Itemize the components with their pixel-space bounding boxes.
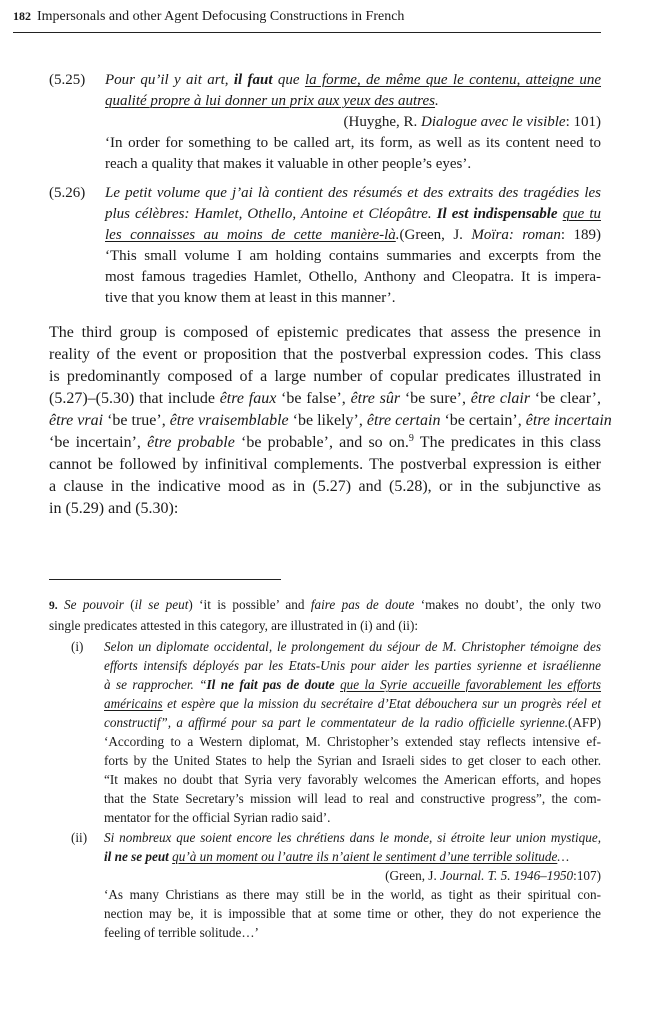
sub-translation: mentator for the official Syrian radio said’.	[104, 810, 331, 825]
example-5-26	[49, 183, 601, 309]
sub-french-line: efforts intensifs déployés par les Etats-Unis pour aider les parties syrienne et israélienne	[104, 658, 601, 673]
sub-french-line: il ne se peut qu’à un moment ou l’autre ils n’aient le sentiment d’une terrible solitude…	[104, 849, 570, 864]
example-translation: tive that you know them at least in this manner’.	[105, 290, 396, 306]
complement-clause: américains	[104, 696, 163, 711]
sub-translation: ‘According to a Western diplomat, M. Christopher’s extended stay reflects intensive ef-	[104, 734, 601, 749]
example-translation: ‘In order for something to be called art, its form, as well as its content need to	[105, 135, 601, 151]
sub-example-label: (i)	[71, 639, 84, 654]
impersonal-predicate: Il ne fait pas de doute	[206, 677, 335, 692]
complement-clause: les connaisses au moins de cette manière-là	[105, 227, 396, 243]
paragraph-line: (5.27)–(5.30) that include être faux ‘be false’, être sûr ‘be sure’, être clair ‘be clear’,	[49, 390, 602, 407]
running-header	[13, 6, 601, 27]
complement-clause: la forme, de même que le contenu, atteigne une	[304, 72, 602, 88]
sub-translation: feeling of terrible solitude…’	[104, 925, 259, 940]
french-text: Le petit volume que j’ai là contient des résumés et des extraits des tragédies les	[105, 185, 601, 201]
running-title: Impersonals and other Agent Defocusing Constructions in French	[37, 9, 405, 24]
page-number: 182	[13, 9, 31, 23]
paragraph-line: is predominantly composed of a large number of copular predicates illustrated in	[49, 368, 601, 385]
complement-clause: que tu	[562, 206, 601, 222]
impersonal-predicate: il faut	[233, 72, 273, 88]
french-text: .	[434, 93, 439, 109]
example-number: (5.26)	[49, 185, 86, 201]
example-source	[400, 227, 601, 243]
source-page: : 189)	[560, 227, 601, 243]
footnote-example-i	[71, 637, 601, 827]
body-paragraph	[49, 322, 612, 520]
footnote-example-ii	[71, 828, 601, 942]
sub-translation: “It makes no doubt that Syria very favorably welcomes the American efforts, and hopes	[104, 772, 601, 787]
paragraph-line: in (5.29) and (5.30):	[49, 500, 179, 517]
example-french-line	[105, 183, 601, 204]
footnote-line: 9. Se pouvoir (il se peut) ‘it is possible’ and faire pas de doute ‘makes no doubt’, the only two	[49, 597, 601, 612]
example-translation: most famous tragedies Hamlet, Othello, Anthony and Cleopatra. It is impera-	[105, 269, 601, 285]
footnote-9	[49, 595, 601, 635]
example-source	[105, 112, 601, 133]
example-number: (5.25)	[49, 72, 86, 88]
example-5-25	[49, 70, 601, 175]
example-french-line	[105, 91, 601, 112]
source-page: : 101)	[565, 114, 601, 130]
impersonal-predicate: Il est indispensable	[436, 206, 558, 222]
footnote-number: 9.	[49, 600, 58, 612]
impersonal-predicate: il ne se peut	[104, 849, 169, 864]
footnote-reference[interactable]: 9	[408, 433, 414, 444]
paragraph-line: a clause in the indicative mood as in (5.27) and (5.28), or in the subjunctive as	[49, 478, 601, 495]
sub-source: (Green, J. Journal. T. 5. 1946–1950:107)	[385, 868, 601, 883]
source-author: (Huyghe, R.	[343, 114, 422, 130]
footnote-line: single predicates attested in this category, are illustrated in (i) and (ii):	[49, 618, 418, 633]
source-title: Dialogue avec le visible	[421, 114, 566, 130]
complement-clause: que la Syrie accueille favorablement les efforts	[340, 677, 602, 692]
example-translation: reach a quality that makes it valuable in other people’s eyes’.	[105, 156, 472, 172]
example-translation: ‘This small volume I am holding contains summaries and excerpts from the	[105, 248, 601, 264]
sub-french-line: Si nombreux que soient encore les chrétiens dans le monde, si étroite leur union mystique,	[104, 830, 601, 845]
sub-source: (AFP)	[568, 715, 601, 730]
sub-french-line: Selon un diplomate occidental, le prolongement du séjour de M. Christopher témoigne des	[104, 639, 601, 654]
source-title: Moïra: roman	[471, 227, 561, 243]
sub-translation: that the State Secretary’s mission will lead to real and constructive progress”, the com-	[104, 791, 601, 806]
paragraph-line: reality of the event or proposition that the postverbal expression codes. This class	[49, 346, 601, 363]
sub-french-line: à se rapprocher. “Il ne fait pas de doute que la Syrie accueille favorablement les efforts	[104, 677, 602, 692]
header-rule	[13, 32, 601, 33]
sub-example-label: (ii)	[71, 830, 88, 845]
complement-clause: qualité propre à lui donner un prix aux yeux des autres	[105, 93, 435, 109]
paragraph-line: être vrai ‘be true’, être vraisemblable ‘be likely’, être certain ‘be certain’, être incertain	[49, 412, 612, 429]
paragraph-line: cannot be followed by infinitival complements. The postverbal expression is either	[49, 456, 601, 473]
sub-translation: forts by the United States to help the Syrian and Israeli sides to get closer to each other.	[104, 753, 601, 768]
complement-clause: qu’à un moment ou l’autre ils n’aient le sentiment d’une terrible solitude	[172, 849, 558, 864]
paragraph-line: The third group is composed of epistemic predicates that assess the presence in	[49, 324, 601, 341]
paragraph-line: ‘be incertain’, être probable ‘be probable’, and so on.$^9$ The predicates in this class	[49, 433, 602, 451]
sub-french-line: américains et espère que la mission du secrétaire d’Etat débouchera sur un progrès réel et	[104, 696, 601, 711]
source-author: (Green, J.	[399, 227, 472, 243]
french-text: plus célèbres: Hamlet, Othello, Antoine et Cléopâtre.	[105, 206, 437, 222]
example-french-line	[105, 225, 601, 246]
sub-translation: nection may be, it is impossible that at some time or other, they do not experience the	[104, 906, 601, 921]
french-text: que	[272, 72, 305, 88]
footnote-rule	[49, 579, 281, 580]
example-french-line	[105, 70, 601, 91]
sub-french-line: constructif”, a affirmé pour sa part le commentateur de la radio officielle syrienne.(AFP)	[104, 715, 601, 730]
french-text: Pour qu’il y ait art,	[105, 72, 234, 88]
example-french-line	[105, 204, 601, 225]
french-text: .	[395, 227, 400, 243]
sub-translation: ‘As many Christians as there may still be in the world, as tight as their spiritual con-	[104, 887, 601, 902]
